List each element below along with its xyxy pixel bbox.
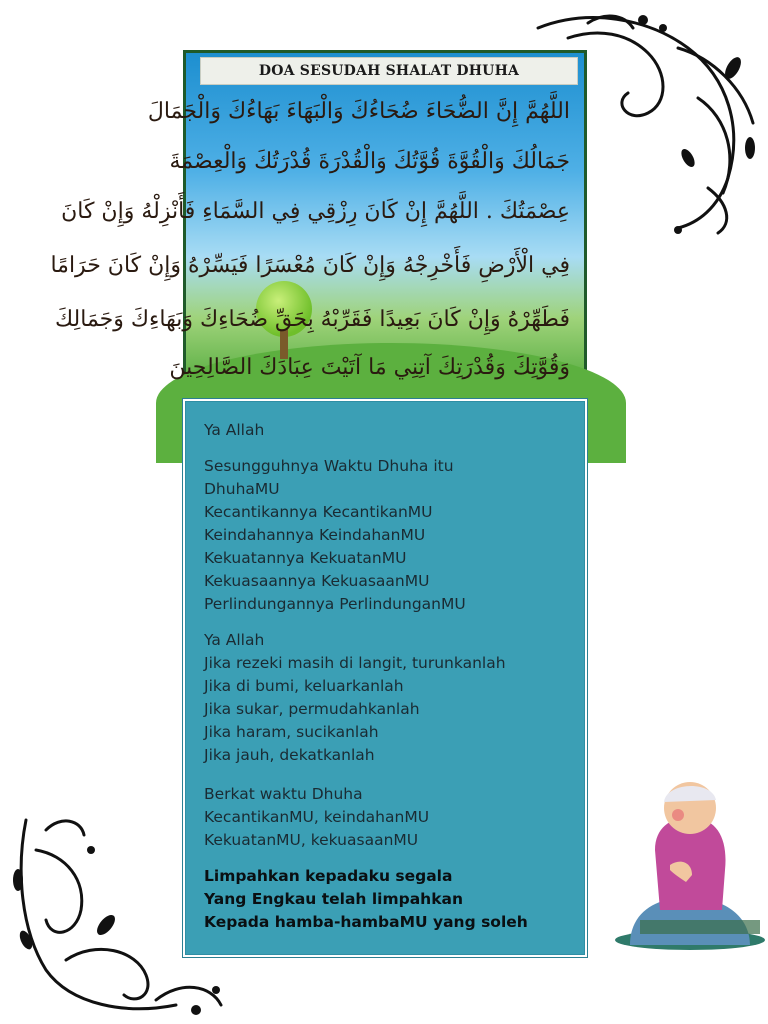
stanza-dhuha — [204, 455, 579, 616]
arabic-line: فَطَهِّرْهُ وَإِنْ كَانَ بَعِيدًا فَقَرِّبْهُ بِحَقِّ ضُحَاءِكَ وَبَهَاءِكَ وَجَمَالِكَ — [55, 307, 570, 332]
text-line: Limpahkan kepadaku segala — [204, 867, 453, 885]
doa-title-bar — [200, 57, 578, 85]
text-line: Keindahannya KeindahanMU — [204, 526, 426, 544]
text-line: Jika jauh, dekatkanlah — [204, 746, 375, 764]
arabic-line: اللَّهُمَّ إِنَّ الضُّحَاءَ ضُحَاءُكَ وَالْبَهَاءَ بَهَاءُكَ وَالْجَمَالَ — [147, 99, 570, 124]
floral-swirl-bottom-left-icon — [6, 810, 236, 1020]
text-line: Ya Allah — [204, 631, 265, 649]
text-line: Sesungguhnya Waktu Dhuha itu — [204, 457, 454, 475]
arabic-line: فِي الْأَرْضِ فَأَخْرِجْهُ وَإِنْ كَانَ مُعْسَرًا فَيَسِّرْهُ وَإِنْ كَانَ حَرَامًا — [50, 253, 570, 278]
stanza-berkat — [204, 783, 579, 852]
stanza-limpahkan — [204, 865, 579, 934]
text-line: Jika di bumi, keluarkanlah — [204, 677, 404, 695]
text-line: Jika rezeki masih di langit, turunkanlah — [204, 654, 506, 672]
text-line: Kecantikannya KecantikanMU — [204, 503, 433, 521]
doa-title: DOA SESUDAH SHALAT DHUHA — [258, 63, 520, 79]
stanza-opening — [204, 419, 579, 442]
text-line: DhuhaMU — [204, 480, 280, 498]
text-line: Kekuasaannya KekuasaanMU — [204, 572, 430, 590]
text-line: Yang Engkau telah limpahkan — [204, 890, 463, 908]
text-line: Kepada hamba-hambaMU yang soleh — [204, 913, 528, 931]
doa-image-panel — [50, 50, 587, 396]
text-line: Jika sukar, permudahkanlah — [204, 700, 420, 718]
stanza-rezeki — [204, 629, 579, 767]
arabic-line: جَمَالُكَ وَالْقُوَّةَ قُوَّتُكَ وَالْقُدْرَةَ قُدْرَتُكَ وَالْعِصْمَةَ — [169, 149, 570, 174]
arabic-line: عِصْمَتُكَ . اللَّهُمَّ إِنْ كَانَ رِزْقِي فِي السَّمَاءِ فَأَنْزِلْهُ وَإِنْ كَانَ — [61, 199, 570, 224]
praying-boy-illustration-icon — [600, 770, 765, 950]
text-line: Perlindungannya PerlindunganMU — [204, 595, 466, 613]
text-line: KecantikanMU, keindahanMU — [204, 808, 430, 826]
text-line: Berkat waktu Dhuha — [204, 785, 363, 803]
text-line: Ya Allah — [204, 421, 265, 439]
arabic-line: وَقُوَّتِكَ وَقُدْرَتِكَ آتِنِي مَا آتَيْتَ عِبَادَكَ الصَّالِحِينَ — [169, 355, 570, 380]
text-line: Kekuatannya KekuatanMU — [204, 549, 407, 567]
text-line: KekuatanMU, kekuasaanMU — [204, 831, 419, 849]
text-line: Jika haram, sucikanlah — [204, 723, 379, 741]
translation-panel — [182, 398, 588, 958]
